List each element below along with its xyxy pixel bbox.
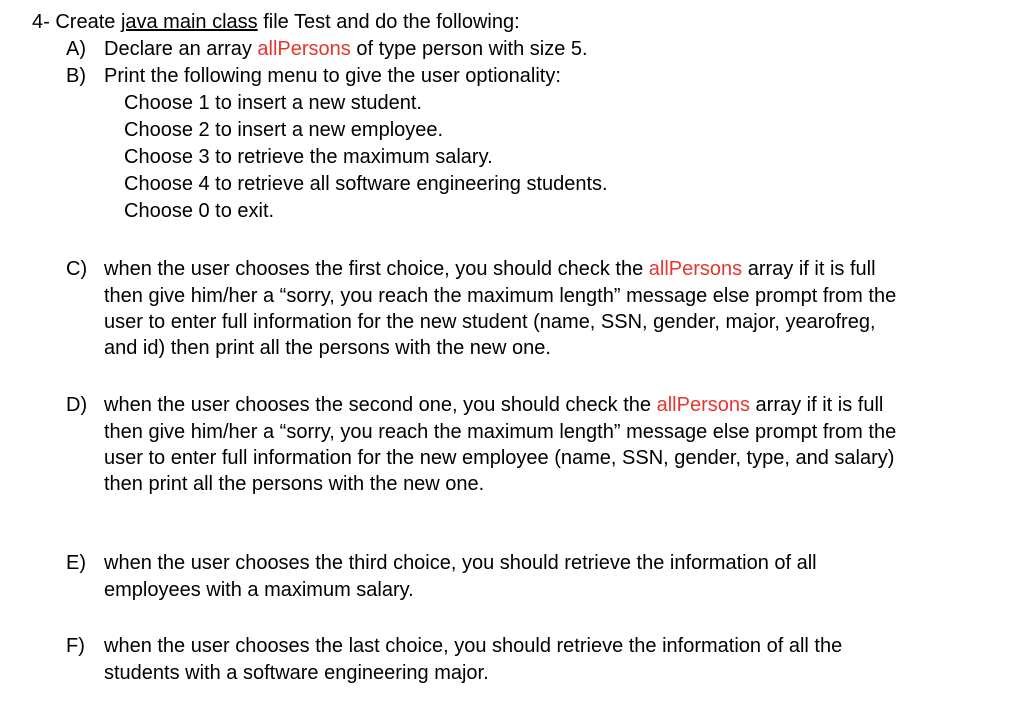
item-f-marker: F) <box>66 635 85 657</box>
item-d-text-after: array if it is full <box>749 394 884 416</box>
item-d-line: then give him/her a “sorry, you reach the maximum length” message else prompt from the <box>104 421 897 443</box>
item-d-marker: D) <box>66 394 88 416</box>
item-c-line: and id) then print all the persons with the new one. <box>104 337 551 359</box>
menu-option: Choose 1 to insert a new student. <box>124 92 422 114</box>
array-name-highlight: allPersons <box>648 258 743 280</box>
item-e-line: employees with a maximum salary. <box>104 579 414 601</box>
item-d-text: when the user chooses the second one, you should check the <box>104 394 657 416</box>
item-c-line: then give him/her a “sorry, you reach the maximum length” message else prompt from the <box>104 285 897 307</box>
item-b-marker: B) <box>66 65 86 87</box>
item-b <box>66 64 561 88</box>
item-a-marker: A) <box>66 38 86 60</box>
item-a-text-after: of type person with size 5. <box>350 38 588 60</box>
item-c-marker: C) <box>66 258 88 280</box>
array-name-highlight: allPersons <box>257 38 351 60</box>
menu-option: Choose 4 to retrieve all software engineering students. <box>124 173 608 195</box>
item-f-line <box>66 634 842 658</box>
item-e-line <box>66 551 817 575</box>
item-c-line <box>66 257 876 281</box>
heading-prefix: 4- Create <box>32 11 121 33</box>
array-name-highlight: allPersons <box>656 394 750 416</box>
item-f-text: when the user chooses the last choice, you should retrieve the information of all the <box>104 635 843 657</box>
item-f-line: students with a software engineering major. <box>104 662 489 684</box>
heading-underlined-term: java main class <box>120 11 258 33</box>
menu-option: Choose 0 to exit. <box>124 200 275 222</box>
item-c-text: when the user chooses the first choice, you should check the <box>104 258 649 280</box>
menu-option: Choose 2 to insert a new employee. <box>124 119 444 141</box>
item-d-line: then print all the persons with the new one. <box>104 473 485 495</box>
item-e-marker: E) <box>66 552 86 574</box>
item-e-text: when the user chooses the third choice, you should retrieve the information of all <box>104 552 817 574</box>
item-d-line <box>66 393 883 417</box>
item-b-text: Print the following menu to give the user optionality: <box>104 65 561 87</box>
heading-suffix: file Test and do the following: <box>257 11 520 33</box>
item-c-line: user to enter full information for the new student (name, SSN, gender, major, yearofreg, <box>104 311 876 333</box>
item-c-text-after: array if it is full <box>742 258 876 280</box>
menu-option: Choose 3 to retrieve the maximum salary. <box>124 146 493 168</box>
item-a-text: Declare an array <box>104 38 258 60</box>
item-d-line: user to enter full information for the new employee (name, SSN, gender, type, and salary) <box>104 447 895 469</box>
question-heading <box>32 10 520 34</box>
item-a <box>66 37 588 61</box>
